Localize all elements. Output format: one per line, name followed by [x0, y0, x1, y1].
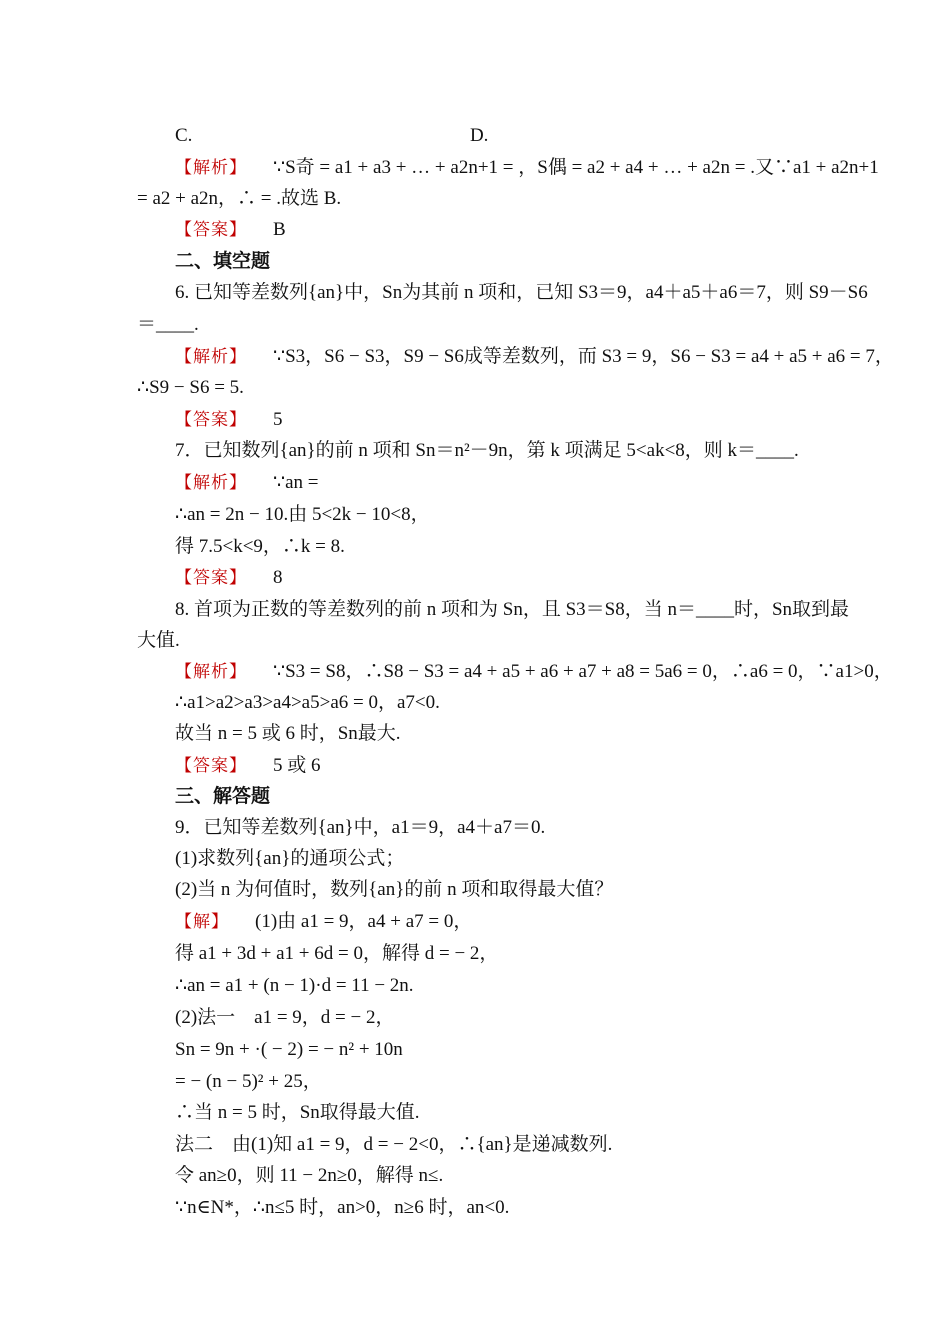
analysis-tag: 【解析】 [175, 473, 247, 493]
q9-solution-line-1 [175, 910, 472, 936]
answer-tag: 【答案】 [175, 220, 247, 240]
q6-analysis-line-1 [175, 345, 894, 371]
q5-answer [175, 218, 286, 244]
solution-text: (2)法一 a1 = 9，d = − 2， [175, 1007, 395, 1028]
analysis-text: ∴S9 − S6 = 5. [137, 377, 244, 398]
analysis-tag: 【解析】 [175, 662, 247, 682]
q8-analysis-line-3 [175, 722, 401, 748]
question-text: (2)当 n 为何值时，数列{an}的前 n 项和取得最大值？ [175, 879, 614, 900]
analysis-text: 得 7.5<k<9，∴k = 8. [175, 536, 345, 557]
answer-text: B [273, 219, 286, 240]
analysis-tag: 【解析】 [175, 347, 247, 367]
question-text: 7．已知数列{an}的前 n 项和 Sn＝n²－9n，第 k 项满足 5<ak<8，则 k＝____. [175, 440, 799, 461]
q9-solution-line-6 [175, 1070, 322, 1096]
solution-tag: 【解】 [175, 912, 229, 932]
section-title [175, 785, 270, 811]
q9-solution-line-7 [175, 1101, 420, 1127]
analysis-text: 故当 n = 5 或 6 时，Sn最大. [175, 723, 401, 744]
question-text: (1)求数列{an}的通项公式； [175, 848, 405, 869]
q9-solution-line-9 [175, 1164, 443, 1190]
analysis-text: ∵S3 = S8，∴S8 − S3 = a4 + a5 + a6 + a7 + a8 = 5a6 = 0，∴a6 = 0，∵a1>0， [273, 661, 893, 682]
question-text: 9．已知等差数列{an}中，a1＝9，a4＋a7＝0. [175, 817, 546, 838]
option-c-text: C. [175, 125, 193, 146]
section-title-text: 二、填空题 [175, 251, 271, 272]
answer-tag: 【答案】 [175, 756, 247, 776]
q8-analysis-line-2 [175, 691, 440, 717]
solution-text: 令 an≥0，则 11 − 2n≥0，解得 n≤. [175, 1165, 444, 1186]
answer-text: 8 [273, 567, 283, 588]
answer-text: 5 或 6 [273, 755, 321, 776]
analysis-text: ∵S3，S6 − S3，S9 − S6成等差数列，而 S3 = 9，S6 − S3 = a4 + a5 + a6 = 7， [273, 346, 894, 367]
question-8-line-2 [137, 629, 180, 655]
solution-text: 法二 由(1)知 a1 = 9，d = − 2<0，∴{an}是递减数列. [175, 1134, 613, 1155]
solution-text: 得 a1 + 3d + a1 + 6d = 0，解得 d = − 2， [175, 943, 499, 964]
analysis-text: = a2 + a2n，∴ = .故选 B. [137, 188, 342, 209]
q6-answer [175, 408, 283, 434]
analysis-tag: 【解析】 [175, 158, 247, 178]
option-c [175, 124, 488, 150]
solution-text: Sn = 9n + ·( − 2) = − n² + 10n [175, 1039, 403, 1060]
question-6-line-2 [137, 313, 199, 339]
solution-text: ∵n∈N*，∴n≤5 时，an>0，n≥6 时，an<0. [175, 1197, 510, 1218]
q7-analysis-line-2 [175, 503, 430, 529]
analysis-text: ∵an = [273, 472, 319, 493]
q8-analysis-line-1 [175, 660, 893, 686]
solution-text: (1)由 a1 = 9，a4 + a7 = 0， [255, 911, 473, 932]
solution-text: ∴当 n = 5 时，Sn取得最大值. [175, 1102, 420, 1123]
question-9-part-2 [175, 878, 613, 904]
q7-analysis-line-3 [175, 535, 345, 561]
q9-solution-line-2 [175, 942, 498, 968]
q5-analysis-line-1 [175, 156, 879, 182]
answer-text: 5 [273, 409, 283, 430]
solution-text: ∴an = a1 + (n − 1)·d = 11 − 2n. [175, 975, 414, 996]
question-text: 6. 已知等差数列{an}中，Sn为其前 n 项和，已知 S3＝9，a4＋a5＋a6＝7，则 S9－S6 [175, 282, 868, 303]
answer-tag: 【答案】 [175, 410, 247, 430]
question-9 [175, 816, 545, 842]
question-7 [175, 439, 799, 465]
q6-analysis-line-2 [137, 376, 244, 402]
q9-solution-line-3 [175, 974, 414, 1000]
question-text: ＝____. [137, 314, 199, 335]
question-9-part-1 [175, 847, 404, 873]
answer-tag: 【答案】 [175, 568, 247, 588]
q5-analysis-line-2 [137, 187, 341, 213]
section-title-text: 三、解答题 [175, 786, 271, 807]
q7-analysis-line-1 [175, 471, 319, 497]
analysis-text: ∵S奇 = a1 + a3 + … + a2n+1 = ，S偶 = a2 + a4 + … + a2n = .又∵a1 + a2n+1 [273, 157, 879, 178]
analysis-text: ∴an = 2n − 10.由 5<2k − 10<8， [175, 504, 430, 525]
q8-answer [175, 754, 321, 780]
question-text: 8. 首项为正数的等差数列的前 n 项和为 Sn，且 S3＝S8，当 n＝____时，Sn取到最 [175, 599, 850, 620]
solution-text: = − (n − 5)² + 25， [175, 1071, 322, 1092]
q9-solution-line-10 [175, 1196, 509, 1222]
option-d-text: D. [469, 125, 489, 146]
question-text: 大值. [137, 630, 180, 651]
section-title [175, 250, 270, 276]
q9-solution-line-8 [175, 1133, 612, 1159]
q7-answer [175, 566, 283, 592]
analysis-text: ∴a1>a2>a3>a4>a5>a6 = 0，a7<0. [175, 692, 440, 713]
question-6-line-1 [175, 281, 868, 307]
q9-solution-line-5 [175, 1038, 403, 1064]
question-8-line-1 [175, 598, 849, 624]
q9-solution-line-4 [175, 1006, 394, 1032]
